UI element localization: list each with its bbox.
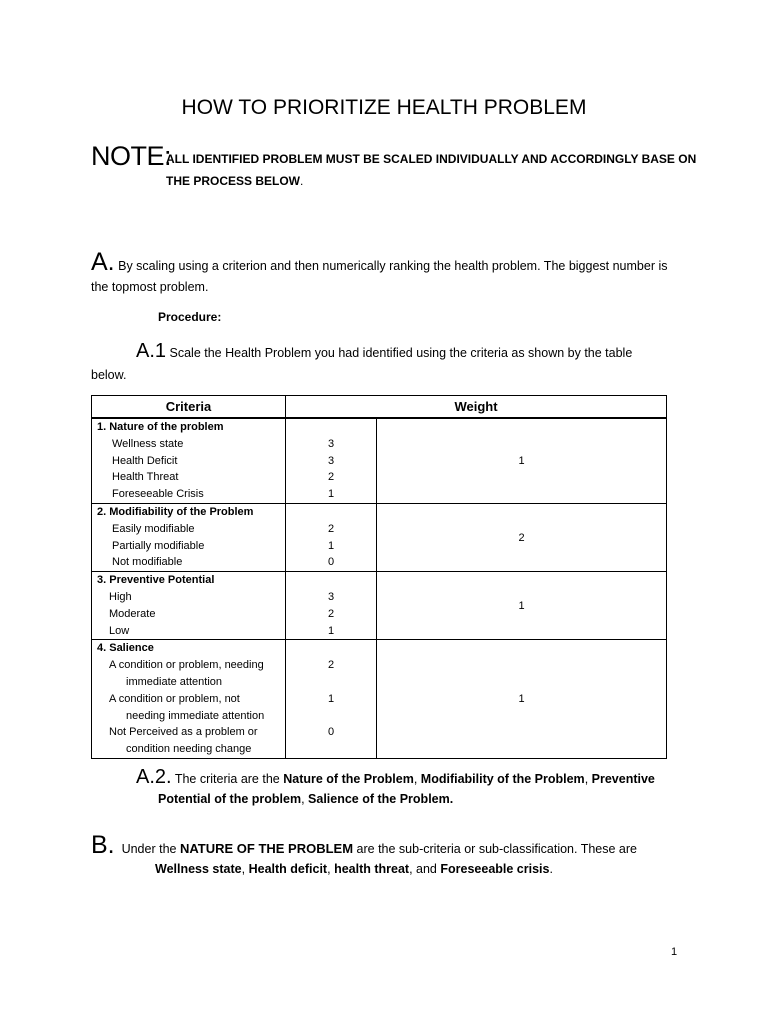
sub-criterion: Health Deficit (112, 454, 178, 467)
note-line-2-text: THE PROCESS BELOW (166, 174, 301, 188)
score: 1 (327, 539, 335, 552)
sub-criterion: Easily modifiable (112, 522, 195, 535)
sub-criterion: Moderate (109, 607, 156, 620)
criteria-cell (92, 418, 286, 503)
sub-criterion: Wellness state (112, 437, 184, 450)
table-row-modifiability (92, 503, 667, 571)
a2-comma-2: , (584, 772, 589, 786)
weight-cell: 1 (377, 572, 667, 640)
score: 1 (327, 692, 335, 705)
a2-text-1: The criteria are the (174, 772, 280, 786)
section-b-and: , and (409, 862, 437, 876)
score: 1 (327, 488, 335, 501)
criteria-header: Criteria (92, 396, 286, 419)
section-b-bold-4: health threat (334, 862, 410, 876)
table-row-salience (92, 640, 667, 759)
section-a-text-1: By scaling using a criterion and then numerically ranking the health problem. The biggest number is (118, 259, 668, 273)
sub-criterion-cont: needing immediate attention (126, 709, 265, 722)
score: 2 (327, 471, 335, 484)
sub-criterion: Not Perceived as a problem or (109, 726, 258, 739)
a2-bold-2: Modifiability of the Problem (420, 772, 585, 786)
a2-bold-1: Nature of the Problem (283, 772, 414, 786)
note-line-2-end: . (300, 174, 304, 188)
sub-criterion: A condition or problem, not (109, 692, 240, 705)
section-a-line-2: the topmost problem. (91, 280, 209, 294)
a2-line-1 (136, 766, 655, 789)
a2-label: A.2. (136, 766, 172, 788)
a2-bold-3: Preventive (591, 772, 655, 786)
procedure-label: Procedure: (158, 310, 222, 324)
section-b-text-2: are the sub-criteria or sub-classification. These are (356, 842, 637, 856)
score: 0 (327, 556, 335, 569)
sub-criterion: Low (109, 624, 130, 637)
section-b-letter: B. (91, 831, 115, 859)
section-b-line-1 (91, 831, 637, 860)
score: 0 (327, 726, 335, 739)
score-cell (286, 640, 377, 759)
a1-label: A.1 (136, 340, 167, 362)
sub-criterion: A condition or problem, needing (109, 659, 264, 672)
weight-cell: 1 (377, 418, 667, 503)
criteria-cell (92, 572, 286, 640)
section-b-bold-5: Foreseeable crisis (440, 862, 550, 876)
score: 2 (327, 659, 335, 672)
weight-cell: 2 (377, 503, 667, 571)
score-cell (286, 503, 377, 571)
section-b-bold-1: NATURE OF THE PROBLEM (179, 841, 354, 856)
group-title: 1. Nature of the problem (97, 421, 224, 433)
criteria-cell (92, 640, 286, 759)
a2-comma-3: , (301, 792, 305, 806)
page-number: 1 (671, 946, 678, 958)
score: 3 (327, 590, 335, 603)
group-title: 2. Modifiability of the Problem (97, 505, 254, 518)
table-header-row (92, 396, 667, 419)
criteria-cell (92, 503, 286, 571)
section-b-bold-3: Health deficit (248, 862, 328, 876)
weight-cell: 1 (377, 640, 667, 759)
sub-criterion: Foreseeable Crisis (112, 488, 204, 501)
section-b-comma-1: , (241, 862, 246, 876)
sub-criterion-cont: immediate attention (126, 675, 222, 688)
score-cell (286, 572, 377, 640)
score: 2 (327, 522, 335, 535)
score: 1 (327, 624, 335, 637)
group-title: 3. Preventive Potential (97, 574, 215, 587)
a1-text-1: Scale the Health Problem you had identified using the criteria as shown by the table (169, 346, 633, 360)
a1-line-1 (136, 340, 632, 363)
weight-header: Weight (286, 396, 667, 419)
section-b-period: . (549, 862, 553, 876)
sub-criterion: High (109, 590, 132, 603)
a2-line-2 (158, 792, 453, 806)
sub-criterion-cont: condition needing change (126, 743, 252, 756)
score: 2 (327, 607, 335, 620)
score-cell (286, 418, 377, 503)
table-row-preventive (92, 572, 667, 640)
note-line-2 (166, 174, 303, 188)
score: 3 (327, 437, 335, 450)
section-b-text-1: Under the (121, 842, 177, 856)
section-a-line-1 (91, 248, 668, 277)
section-b-bold-2: Wellness state (155, 862, 242, 876)
sub-criterion: Partially modifiable (112, 539, 205, 552)
a1-line-2: below. (91, 368, 127, 382)
section-a-letter: A. (91, 248, 115, 276)
section-b-comma-2: , (327, 862, 331, 876)
note-line-1: ALL IDENTIFIED PROBLEM MUST BE SCALED INDIVIDUALLY AND ACCORDINGLY BASE ON (166, 152, 697, 166)
a2-bold-5: Salience of the Problem. (308, 792, 454, 806)
section-b-line-2 (155, 862, 553, 876)
score: 3 (327, 454, 335, 467)
criteria-table (91, 395, 667, 759)
group-title: 4. Salience (97, 642, 154, 655)
note-label: NOTE: (91, 141, 172, 171)
page-title: HOW TO PRIORITIZE HEALTH PROBLEM (181, 96, 587, 119)
a2-comma-1: , (413, 772, 418, 786)
sub-criterion: Health Threat (112, 471, 179, 484)
sub-criterion: Not modifiable (112, 556, 183, 569)
table-row-nature (92, 418, 667, 503)
a2-bold-4: Potential of the problem (158, 792, 302, 806)
